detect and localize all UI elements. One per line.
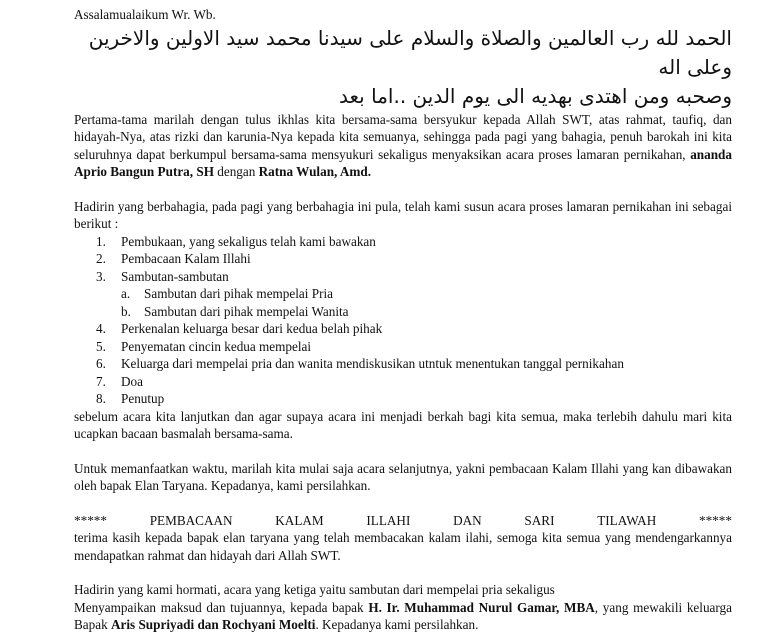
heading-stars-left: ***** <box>74 512 107 528</box>
speaker-name: H. Ir. Muhammad Nurul Gamar, MBA <box>368 599 595 615</box>
heading-word: TILAWAH <box>597 512 657 528</box>
bride-name: Ratna Wulan, Amd. <box>258 164 372 179</box>
item-text: Perkenalan keluarga besar dari kedua belah pihak <box>121 321 383 336</box>
thanks-paragraph: terima kasih kepada bapak elan taryana yang telah membacakan kalam ilahi, semoga kita semua yang mendengarkannya mendapatkan rahmat dan hidayah dari Allah SWT. <box>74 530 732 563</box>
item-number: 8. <box>96 391 106 406</box>
item-text: Penyematan cincin kedua mempelai <box>121 338 312 354</box>
arabic-line-2: وصحبه ومن اهتدى بهديه الى يوم الدين ..اما بعد <box>339 83 732 108</box>
item-number: b. <box>121 303 131 319</box>
groom-name: ananda Aprio Bangun Putra, SH <box>74 146 732 179</box>
item-text: Sambutan-sambutan <box>121 268 229 284</box>
item-text: Sambutan dari pihak mempelai Wanita <box>144 303 349 319</box>
list-item <box>74 390 732 408</box>
speech-text: . Kepadanya kami persilahkan. <box>315 617 479 632</box>
document-page <box>74 6 732 634</box>
arabic-line-1: الحمد لله رب العالمين والصلاة والسلام على سيدنا محمد سيد الاولين والاخرين وعلى اله <box>88 25 732 79</box>
item-number: 5. <box>96 338 106 354</box>
speech-line-1: Hadirin yang kami hormati, acara yang ketiga yaitu sambutan dari mempelai pria sekaligus <box>74 582 555 597</box>
item-text: Pembacaan Kalam Illahi <box>121 251 251 266</box>
list-item <box>74 268 732 321</box>
item-text: Pembukaan, yang sekaligus telah kami bawakan <box>121 233 376 249</box>
opening-text: Pertama-tama marilah dengan tulus ikhlas kita bersama-sama bersyukur kepada Allah SWT, atas rahmat, taufiq, dan hidayah-Nya, atas rizki dan karunia-Nya kepada kita semuanya, sehingga pada pagi yang bahagia, penuh barokah ini kita seluruhnya dapat berkumpul bersama-sama mensyukuri sekaligus menyaksikan acara proses lamaran pernikahan, <box>74 111 732 162</box>
item-text: Doa <box>121 373 143 389</box>
basmalah-paragraph: sebelum acara kita lanjutkan dan agar supaya acara ini menjadi berkah bagi kita semua, maka terlebih dahulu mari kita ucapkan bacaan basmalah bersama-sama. <box>74 408 732 441</box>
kalam-illahi-paragraph: Untuk memanfaatkan waktu, marilah kita mulai saja acara selanjutnya, yakni pembacaan Kalam Illahi yang kan dibawakan oleh bapak Elan Taryana. Kepadanya, kami persilahkan. <box>74 460 732 493</box>
connector-text: dengan <box>213 164 259 179</box>
list-item <box>74 338 732 356</box>
list-item <box>74 285 732 303</box>
item-number: a. <box>121 286 131 301</box>
heading-word: DAN <box>453 512 482 528</box>
parents-names: Aris Supriyadi dan Rochyani Moelti <box>111 617 316 632</box>
list-item <box>74 303 732 321</box>
heading-word: SARI <box>524 512 555 528</box>
item-text: Sambutan dari pihak mempelai Pria <box>144 286 333 301</box>
speech-text: Menyampaikan maksud dan tujuannya, kepada bapak <box>74 599 369 615</box>
item-number: 7. <box>96 373 106 389</box>
item-text: Keluarga dari mempelai pria dan wanita mendiskusikan utntuk menentukan tanggal pernikahan <box>121 356 624 371</box>
list-item <box>74 233 732 251</box>
heading-word: ILLAHI <box>366 512 411 528</box>
speech-paragraph <box>74 581 732 634</box>
list-item <box>74 355 732 373</box>
agenda-list <box>74 233 732 408</box>
speech-body <box>74 599 732 634</box>
heading-stars-right: ***** <box>698 512 732 528</box>
list-item <box>74 320 732 338</box>
item-number: 1. <box>96 233 106 249</box>
item-number: 2. <box>96 251 106 266</box>
item-number: 6. <box>96 356 106 371</box>
speech-text: , yang mewakili keluarga Bapak <box>74 599 732 632</box>
opening-paragraph <box>74 111 732 181</box>
arabic-opening <box>74 24 732 111</box>
section-heading <box>74 512 732 530</box>
item-number: 4. <box>96 321 106 336</box>
list-item <box>74 373 732 391</box>
item-number: 3. <box>96 268 106 284</box>
heading-word: KALAM <box>275 512 324 528</box>
item-text: Penutup <box>121 391 165 406</box>
list-item <box>74 250 732 268</box>
agenda-sublist <box>74 285 732 320</box>
agenda-intro: Hadirin yang berbahagia, pada pagi yang berbahagia ini pula, telah kami susun acara proses lamaran pernikahan ini sebagai berikut : <box>74 198 732 231</box>
heading-word: PEMBACAAN <box>149 512 233 528</box>
greeting: Assalamualaikum Wr. Wb. <box>74 7 216 22</box>
